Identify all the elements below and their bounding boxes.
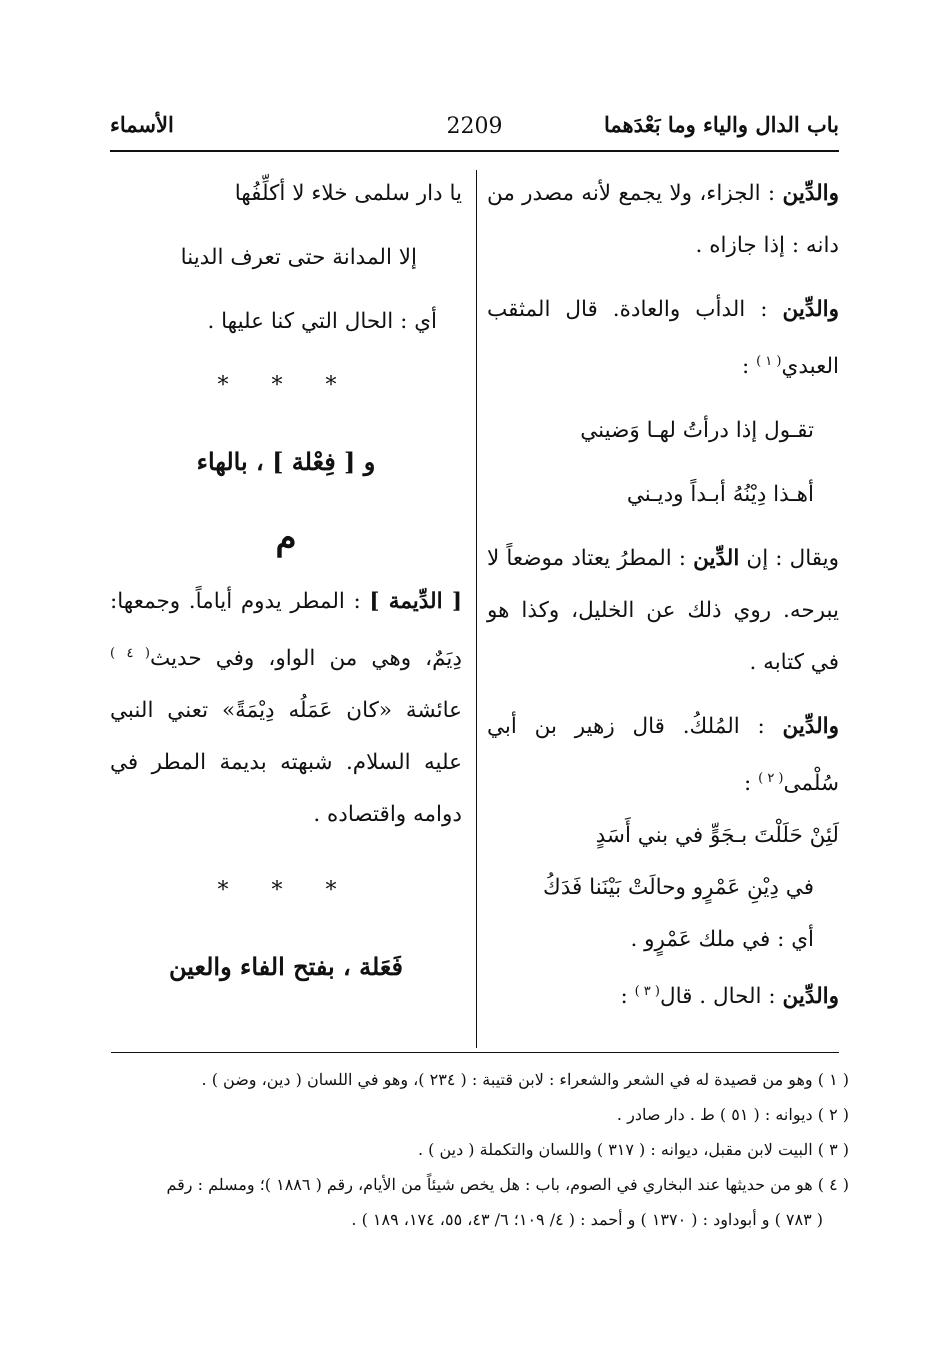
footnote: ( ٧٨٣ ) و أبوداود : ( ١٣٧٠ ) و أحمد : ( ٤/ ١٠٩؛ ٦/ ٤٣، ٥٥، ١٧٤، ١٨٩ ) . — [351, 1210, 823, 1229]
paragraph: والدِّين : الحال . قال$^{( ٣ )}$ : — [620, 984, 839, 1010]
page-number: 2209 — [446, 114, 503, 139]
verse-line: أهـذا دِيْنُهُ أبـداً وديـني — [626, 482, 814, 508]
left-column — [110, 168, 462, 993]
footnote-ref: ( ٣ ) — [634, 984, 660, 1000]
footnote-ref: ( ٢ ) — [758, 771, 784, 787]
entry-keyword: [ الدِّيمة ] — [369, 589, 462, 614]
entry-text: : المطر يدوم أياماً. وجمعها: دِيَمٌ، وهي من الواو، وفي حديث — [110, 589, 462, 672]
section-separator: * * * — [217, 373, 355, 398]
entry-keyword: الدِّين — [693, 546, 740, 572]
section-heading: فَعَلة ، بفتح الفاء والعين — [169, 952, 403, 982]
footnote-ref: ( ٤ ) — [110, 646, 150, 661]
paragraph — [487, 168, 839, 272]
entry-text: : الحال . قال — [660, 984, 776, 1010]
verse-line: لَئِنْ حَلَلْتَ بـجَوٍّ في بني أَسَدٍ — [595, 823, 839, 849]
paragraph — [110, 576, 462, 841]
chapter-title: باب الدال والياء وما بَعْدَهما — [604, 112, 839, 137]
paragraph: ويقال : إن الدِّين : المطرُ يعتاد موضعاً لا يبرحه. روي ذلك عن الخليل، وكذا هو في كتابه . — [487, 546, 840, 676]
entry-text: : الجزاء، ولا يجمع لأنه مصدر من دانه : إذا جازاه . — [487, 181, 839, 258]
footnote: ( ١ ) وهو من قصيدة له في الشعر والشعراء : لابن قتيبة : ( ٢٣٤ )، وهو في اللسان ( دين، وضن ) . — [201, 1070, 849, 1089]
section-heading: و [ فِعْلة ] ، بالهاء — [196, 447, 376, 476]
verse-line: تقـول إذا درأتُ لهـا وَضيني — [580, 418, 814, 444]
footnote: ( ٢ ) ديوانه : ( ٥١ ) ط . دار صادر . — [616, 1105, 849, 1124]
verse-line: يا دار سلمى خلاء لا أكلِّفُها — [234, 181, 462, 206]
entry-text: : المطرُ يعتاد موضعاً لا يبرحه. روي ذلك عن الخليل، وكذا هو في كتابه . — [487, 546, 839, 676]
column-divider — [476, 170, 477, 1048]
header-rule — [110, 150, 839, 152]
right-column — [487, 168, 839, 1023]
footnotes — [109, 1062, 849, 1237]
entry-keyword: والدِّين — [782, 181, 839, 206]
footnote-ref: ( ١ ) — [756, 354, 782, 369]
verse-line: في دِيْنِ عَمْرٍو وحالَتْ بَيْنَنا فَدَكُ — [543, 875, 814, 901]
letter-heading: م — [275, 518, 297, 558]
footnote: ( ٤ ) هو من حديثها عند البخاري في الصوم، باب : هل يخص شيئاً من الأيام، رقم ( ١٨٨٦ )؛ ومسلم : رقم — [166, 1175, 849, 1194]
entry-keyword: والدِّين — [782, 984, 839, 1010]
section-separator: * * * — [217, 878, 355, 904]
entry-text: : المُلكُ. قال زهير بن أبي سُلْمى — [487, 714, 839, 797]
section-title: الأسماء — [110, 112, 174, 137]
entry-keyword: والدِّين — [782, 297, 839, 322]
footnote: ( ٣ ) البيت لابن مقبل، ديوانه : ( ٣١٧ ) واللسان والتكملة ( دين ) . — [417, 1140, 849, 1159]
paragraph: والدِّين : الدأب والعادة. قال المثقب العبدي$^{( ١ )}$ : — [487, 297, 839, 380]
footnote-rule — [111, 1052, 839, 1053]
entry-text: عائشة «كان عَمَلُه دِيْمَةً» تعني النبي عليه السلام. شبهته بديمة المطر في دوامه واقتصاده . — [110, 698, 462, 828]
entry-text: : الدأب والعادة. قال المثقب العبدي — [487, 297, 839, 380]
paragraph: والدِّين : المُلكُ. قال زهير بن أبي سُلْمى$^{( ٢ )}$ : — [487, 714, 839, 797]
paragraph: أي : الحال التي كنا عليها . — [207, 309, 437, 334]
paragraph: أي : في ملك عَمْرٍو . — [630, 927, 814, 953]
entry-keyword: والدِّين — [782, 714, 839, 740]
verse-line: إلا المدانة حتى تعرف الدينا — [180, 245, 417, 270]
